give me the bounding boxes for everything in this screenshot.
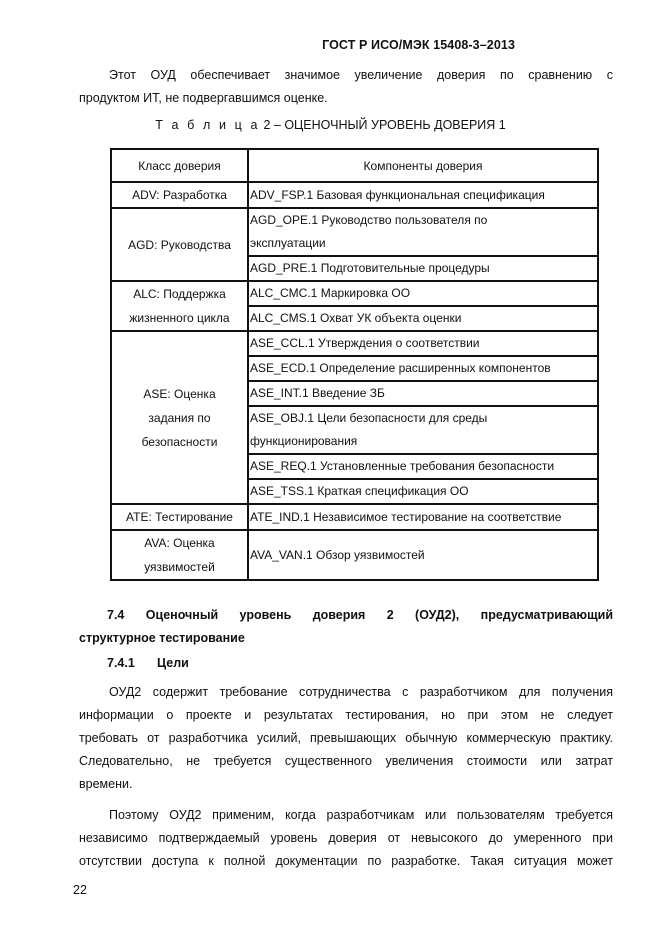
- component-text: ASE_CCL.1 Утверждения о соответствии: [250, 336, 480, 350]
- component-text: ASE_OBJ.1 Цели безопасности для среды: [250, 411, 488, 425]
- table-row: [111, 331, 598, 356]
- paragraph-line: информации о проекте и результатах тестирования, но при этом не следует: [79, 708, 613, 722]
- section-number: 7.4: [107, 608, 125, 622]
- component-text: ASE_TSS.1 Краткая спецификация ОО: [250, 484, 469, 498]
- component-text: ATE_IND.1 Независимое тестирование на соответствие: [250, 509, 562, 524]
- page-number: 22: [73, 883, 87, 897]
- subsection-number: 7.4.1: [107, 656, 135, 670]
- component-cell: [248, 306, 598, 331]
- section-heading-line: [107, 604, 613, 627]
- class-text: ALC: Поддержка: [133, 287, 226, 301]
- paragraph-2: [79, 804, 613, 873]
- component-cell: [248, 530, 598, 580]
- assurance-table: [110, 148, 599, 581]
- component-cell: [248, 208, 598, 256]
- table-caption-text: 2 – ОЦЕНОЧНЫЙ УРОВЕНЬ ДОВЕРИЯ 1: [260, 118, 506, 132]
- class-text: ASE: Оценка: [143, 386, 216, 401]
- table-caption: [0, 118, 661, 132]
- class-text: AVA: Оценка: [144, 536, 215, 550]
- component-text: ASE_INT.1 Введение ЗБ: [250, 386, 385, 400]
- component-text: эксплуатации: [250, 236, 326, 250]
- component-text: ALC_CMC.1 Маркировка ОО: [250, 286, 411, 300]
- class-cell: [111, 182, 248, 208]
- component-cell: [248, 406, 598, 454]
- table-caption-prefix: Т а б л и ц а: [155, 118, 261, 132]
- paragraph-line: Поэтому ОУД2 применим, когда разработчикам или пользователям требуется: [109, 808, 613, 822]
- class-cell: [111, 281, 248, 331]
- table-row: [111, 504, 598, 530]
- component-text: функционирования: [250, 434, 358, 448]
- component-cell: [248, 356, 598, 381]
- table-row: [111, 182, 598, 208]
- paragraph-line: времени.: [79, 777, 133, 791]
- table-row: [111, 530, 598, 580]
- table-header-components: Компоненты доверия: [248, 149, 598, 182]
- intro-line: Этот ОУД обеспечивает значимое увеличение доверия по сравнению с: [109, 68, 613, 82]
- subsection-title: Цели: [157, 656, 189, 670]
- class-text: задания по: [148, 410, 211, 425]
- component-cell: [248, 381, 598, 406]
- class-cell: [111, 504, 248, 530]
- paragraph-line: независимо подтверждаемый уровень доверия от невысокого до умеренного при: [79, 831, 613, 845]
- component-text: ALC_CMS.1 Охват УК объекта оценки: [250, 311, 462, 325]
- component-text: AGD_PRE.1 Подготовительные процедуры: [250, 261, 490, 275]
- section-heading-line: структурное тестирование: [79, 631, 245, 645]
- component-cell: [248, 454, 598, 479]
- component-cell: [248, 281, 598, 306]
- paragraph-line: отсутствии доступа к полной документации по разработке. Такая ситуация может: [79, 854, 613, 868]
- table-header-class: Класс доверия: [111, 149, 248, 182]
- class-cell: [111, 331, 248, 504]
- paragraph-line: Следовательно, не требуется существенного увеличения стоимости или затрат: [79, 754, 613, 768]
- class-text: AGD: Руководства: [128, 237, 231, 252]
- intro-line: продуктом ИТ, не подвергавшимся оценке.: [79, 91, 328, 105]
- component-cell: [248, 182, 598, 208]
- component-cell: [248, 256, 598, 281]
- document-header: ГОСТ Р ИСО/МЭК 15408-3–2013: [322, 38, 515, 52]
- class-cell: [111, 530, 248, 580]
- component-cell: [248, 504, 598, 530]
- intro-paragraph: [79, 64, 613, 110]
- component-text: AVA_VAN.1 Обзор уязвимостей: [250, 547, 425, 562]
- component-text: ADV_FSP.1 Базовая функциональная спецификация: [250, 187, 545, 202]
- paragraph-line: требовать от разработчика усилий, превышающих обычную коммерческую практику.: [79, 731, 613, 745]
- table-header-row: [111, 149, 598, 182]
- component-text: AGD_OPE.1 Руководство пользователя по: [250, 213, 488, 227]
- class-text: ADV: Разработка: [132, 188, 227, 202]
- class-text: безопасности: [141, 434, 218, 449]
- section-heading-7-4: [79, 604, 613, 650]
- class-cell: [111, 208, 248, 281]
- class-text: ATE: Тестирование: [126, 510, 233, 524]
- component-cell: [248, 331, 598, 356]
- paragraph-line: ОУД2 содержит требование сотрудничества с разработчиком для получения: [109, 685, 613, 699]
- table-row: [111, 208, 598, 256]
- class-text: жизненного цикла: [129, 311, 230, 325]
- subsection-heading-7-4-1: [107, 656, 189, 670]
- class-text: уязвимостей: [144, 560, 215, 574]
- section-title: Оценочный уровень доверия 2 (ОУД2), предусматривающий: [145, 608, 613, 622]
- component-text: ASE_ECD.1 Определение расширенных компонентов: [250, 361, 551, 375]
- component-text: ASE_REQ.1 Установленные требования безопасности: [250, 459, 555, 473]
- paragraph-1: [79, 681, 613, 796]
- table-row: [111, 281, 598, 306]
- component-cell: [248, 479, 598, 504]
